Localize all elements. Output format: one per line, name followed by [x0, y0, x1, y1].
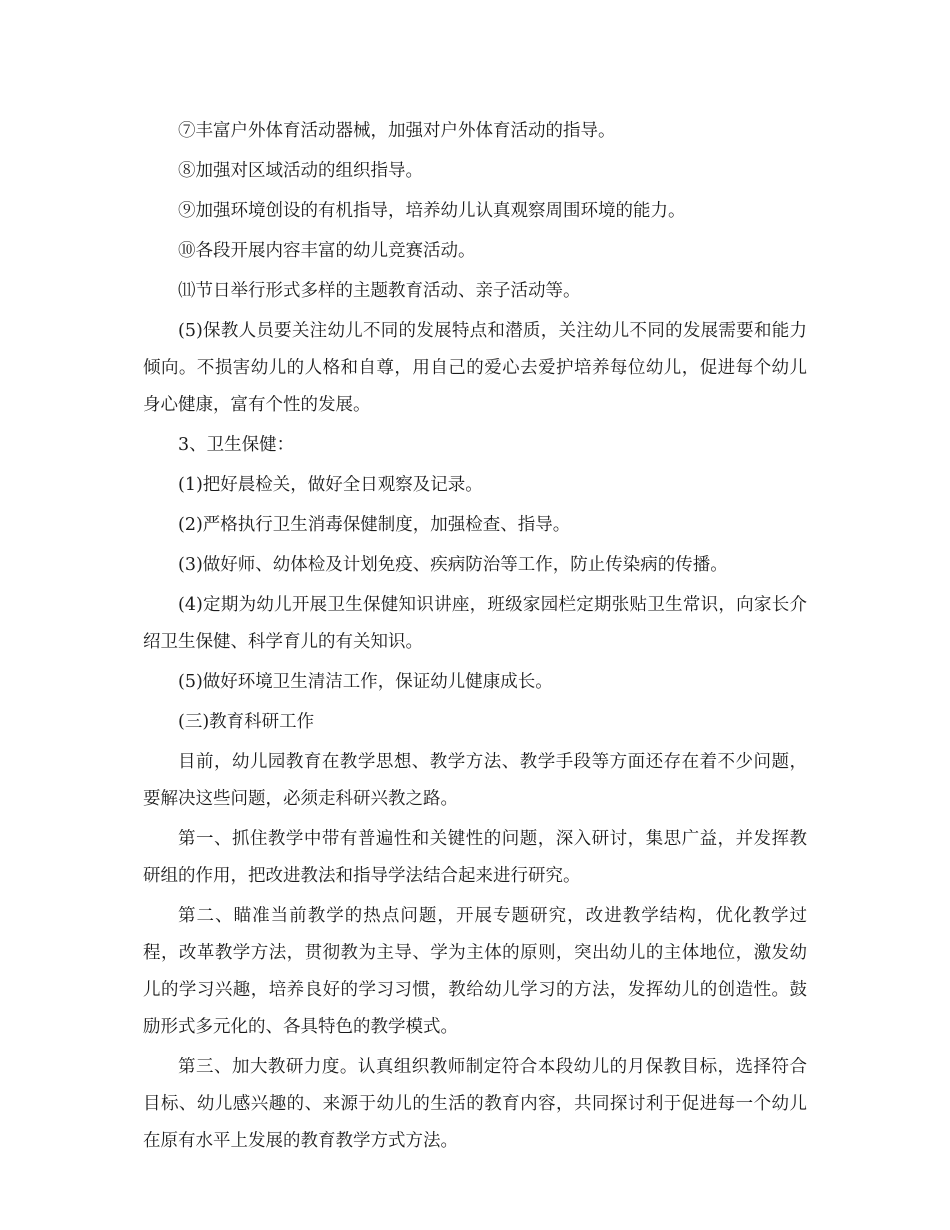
- paragraph-health-2: (2)严格执行卫生消毒保健制度，加强检查、指导。: [178, 515, 571, 535]
- paragraph-research-second: 第二、瞄准当前教学的热点问题，开展专题研究，改进教学结构，优化教学过程，改革教学方法，贯彻教为主导、学为主体的原则，突出幼儿的主体地位，激发幼儿的学习兴趣，培养良好的学习习惯，教给幼儿学习的方法，发挥幼儿的创造性。鼓励形式多元化的、各具特色的教学模式。: [143, 906, 807, 1037]
- document-body: [143, 113, 807, 1163]
- paragraph-item-7: ⑦丰富户外体育活动器械，加强对户外体育活动的指导。: [178, 121, 616, 141]
- paragraph-health-1: (1)把好晨检关，做好全日观察及记录。: [178, 475, 483, 495]
- section-heading-research: (三)教育科研工作: [178, 712, 315, 732]
- paragraph-research-third: 第三、加大教研力度。认真组织教师制定符合本段幼儿的月保教目标，选择符合目标、幼儿感兴趣的、来源于幼儿的生活的教育内容，共同探讨利于促进每一个幼儿在原有水平上发展的教育教学方式方法。: [143, 1057, 807, 1151]
- section-heading-health-care: 3、卫生保健：: [178, 435, 295, 455]
- paragraph-research-first: 第一、抓住教学中带有普遍性和关键性的问题，深入研讨，集思广益，并发挥教研组的作用，把改进教法和指导学法结合起来进行研究。: [143, 829, 807, 886]
- paragraph-health-4: (4)定期为幼儿开展卫生保健知识讲座，班级家园栏定期张贴卫生常识，向家长介绍卫生保健、科学育儿的有关知识。: [143, 595, 807, 652]
- paragraph-item-11: ⑾节日举行形式多样的主题教育活动、亲子活动等。: [178, 281, 581, 301]
- paragraph-health-5: (5)做好环境卫生清洁工作，保证幼儿健康成长。: [178, 672, 553, 692]
- paragraph-health-3: (3)做好师、幼体检及计划免疫、疾病防治等工作，防止传染病的传播。: [178, 555, 728, 575]
- paragraph-item-10: ⑩各段开展内容丰富的幼儿竞赛活动。: [178, 241, 476, 261]
- paragraph-item-8: ⑧加强对区域活动的组织指导。: [178, 161, 423, 181]
- paragraph-care-staff: (5)保教人员要关注幼儿不同的发展特点和潜质，关注幼儿不同的发展需要和能力倾向。不损害幼儿的人格和自尊，用自己的爱心去爱护培养每位幼儿，促进每个幼儿身心健康，富有个性的发展。: [143, 321, 807, 415]
- paragraph-research-intro: 目前，幼儿园教育在教学思想、教学方法、教学手段等方面还存在着不少问题，要解决这些问题，必须走科研兴教之路。: [143, 752, 807, 809]
- paragraph-item-9: ⑨加强环境创设的有机指导，培养幼儿认真观察周围环境的能力。: [178, 201, 686, 221]
